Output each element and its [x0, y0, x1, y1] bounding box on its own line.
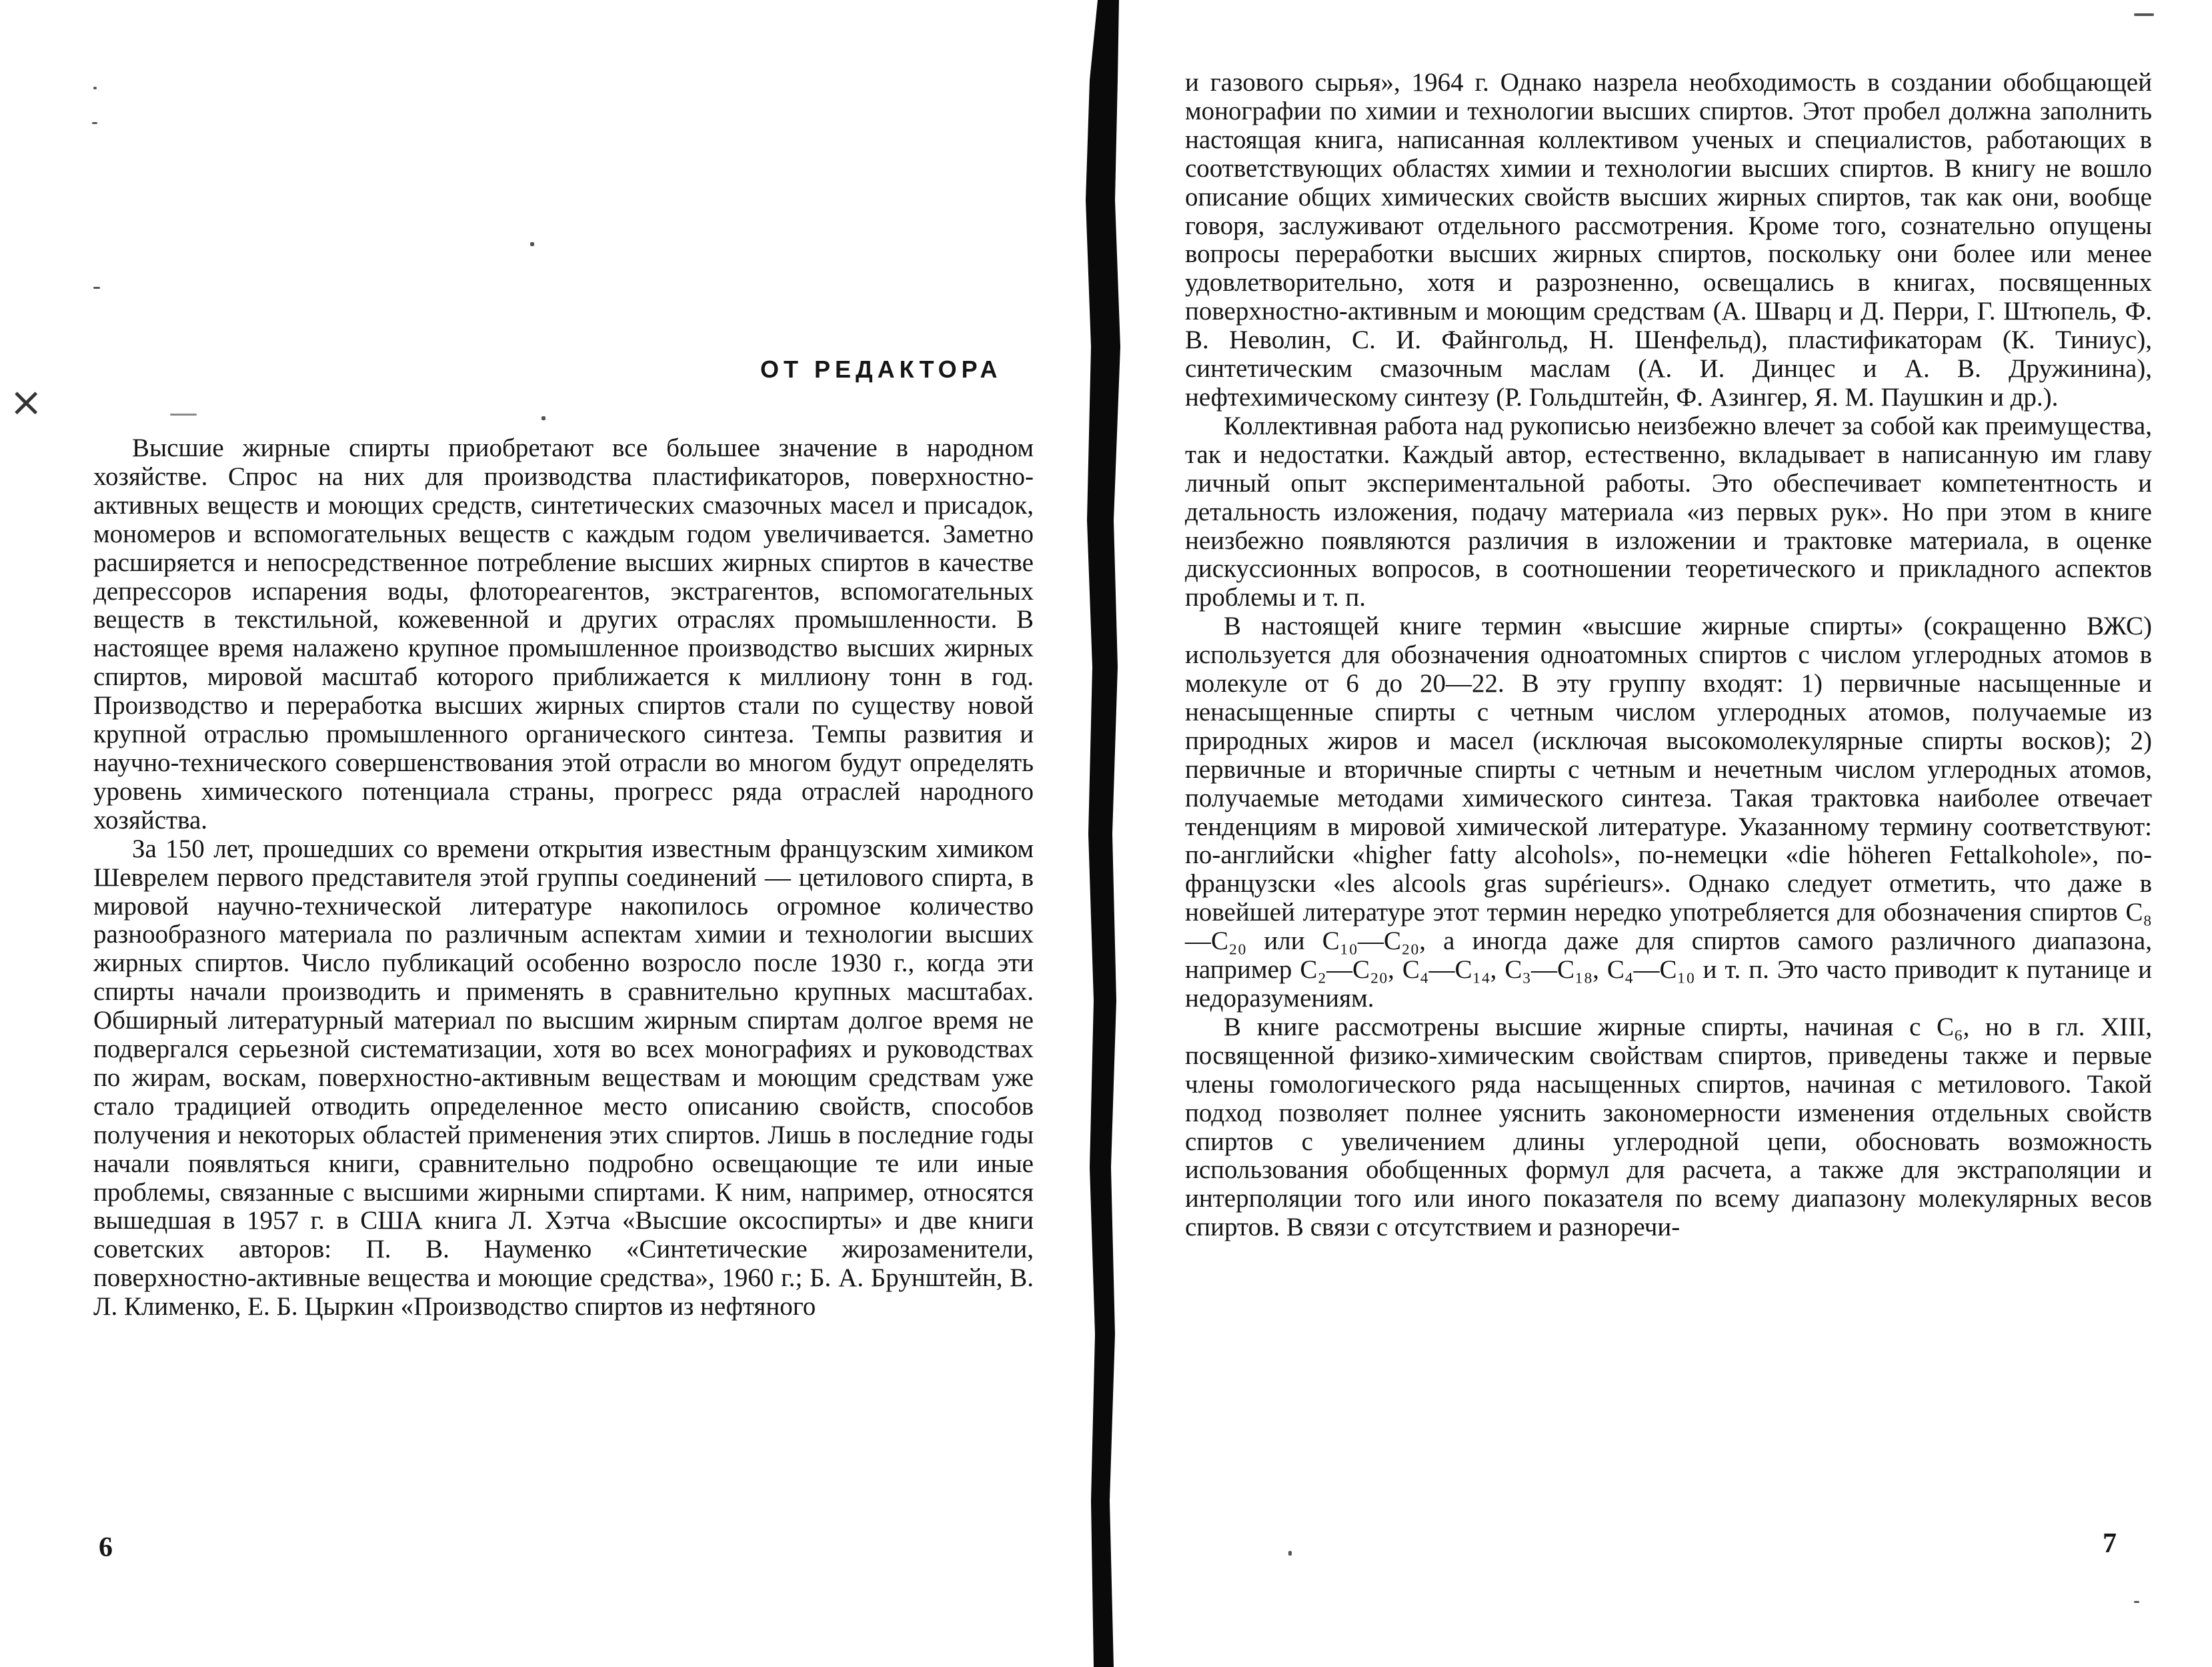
- scan-speck: [170, 414, 197, 416]
- right-page: [1147, 0, 2212, 1667]
- paragraph: В книге рассмотрены высшие жирные спирты, начиная с C₆, но в гл. XIII, посвященной физико-химическим свойствам спиртов, приведены также и первые члены гомологического ряда насыщенных спиртов, начиная с метилового. Такой подход позволяет полнее уяснить закономерности изменения отдельных свойств спиртов с увеличением длины углеродной цепи, обосновать возможность использования обобщенных формул для расчета, а также для экстраполяции и интерполяции того или иного показателя по всему диапазону молекулярных весов спиртов. В связи с отсутствием и разноречи-: [1185, 1012, 2152, 1242]
- margin-cross-mark: ×: [9, 379, 43, 426]
- scan-speck: [92, 122, 97, 124]
- paragraph: За 150 лет, прошедших со времени открытия известным французским химиком Шеврелем первого представителя этой группы соединений — цетилового спирта, в мировой научно-технической литературе накопилось огромное количество разнообразного материала по различным аспектам химии и технологии высших жирных спиртов. Число публикаций особенно возросло после 1930 г., когда эти спирты начали производить и применять в сравнительно крупных масштабах. Обширный литературный материал по высшим жирным спиртам долгое время не подвергался серьезной систематизации, хотя во всех монографиях и руководствах по жирам, воскам, поверхностно-активным веществам и моющим средствам уже стало традицией отводить определенное место описанию свойств, способов получения и некоторых областей применения этих спиртов. Лишь в последние годы начали появляться книги, сравнительно подробно освещающие те или иные проблемы, связанные с высшими жирными спиртами. К ним, например, относятся вышедшая в 1957 г. в США книга Л. Хэтча «Высшие оксоспирты» и две книги советских авторов: П. В. Науменко «Синтетические жирозаменители, поверхностно-активные вещества и моющие средства», 1960 г.; Б. А. Брунштейн, В. Л. Клименко, Е. Б. Цыркин «Производство спиртов из нефтяного: [93, 834, 1034, 1321]
- scan-speck: [2134, 13, 2154, 16]
- scan-speck: [1288, 1551, 1292, 1556]
- paragraph: В настоящей книге термин «высшие жирные спирты» (сокращенно ВЖС) используется для обозначения одноатомных спиртов с числом углеродных атомов в молекуле от 6 до 20—22. В эту группу входят: 1) первичные насыщенные и ненасыщенные спирты с четным числом углеродных атомов, получаемые из природных жиров и масел (исключая высокомолекулярные спирты восков); 2) первичные и вторичные спирты с четным и нечетным числом углеродных атомов, получаемые методами химического синтеза. Такая трактовка наиболее отвечает тенденциям в мировой химической литературе. Указанному термину соответствуют: по-английски «higher fatty alcohols», по-немецки «die höheren Fettalkohole», по-французски «les alcools gras supérieurs». Однако следует отметить, что даже в новейшей литературе этот термин нередко употребляется для обозначения спиртов C₈—C₂₀ или C₁₀—C₂₀, а иногда даже для спиртов самого различного диапазона, например C₂—C₂₀, C₄—C₁₄, C₃—C₁₈, C₄—C₁₀ и т. п. Это часто приводит к путанице и недоразумениям.: [1185, 612, 2152, 1013]
- scan-speck: [530, 242, 534, 246]
- paragraph: и газового сырья», 1964 г. Однако назрела необходимость в создании обобщающей монографии по химии и технологии высших спиртов. Этот пробел должна заполнить настоящая книга, написанная коллективом ученых и специалистов, работающих в соответствующих областях химии и технологии высших спиртов. В книгу не вошло описание общих химических свойств высших жирных спиртов, так как они, вообще говоря, заслуживают отдельного рассмотрения. Кроме того, сознательно опущены вопросы переработки высших жирных спиртов, поскольку они более или менее удовлетворительно, хотя и разрозненно, освещались в книгах, посвященных поверхностно-активным и моющим средствам (А. Шварц и Д. Перри, Г. Штюпель, Ф. В. Неволин, С. И. Файнгольд, Н. Шенфельд), пластификаторам (К. Тиниус), синтетическим смазочным маслам (А. И. Динцес и А. В. Дружинина), нефтехимическому синтезу (Р. Гольдштейн, Ф. Азингер, Я. М. Паушкин и др.).: [1185, 68, 2152, 412]
- book-gutter-shadow: [1071, 0, 1131, 1667]
- gutter-shadow-graphic: [1071, 0, 1131, 1667]
- left-page: [0, 0, 1067, 1667]
- right-body-text: [1185, 69, 2152, 1242]
- page-number: 7: [2103, 1528, 2117, 1559]
- page-number: 6: [99, 1532, 113, 1563]
- left-body-text: [93, 434, 1034, 1321]
- section-heading: ОТ РЕДАКТОРА: [760, 356, 1002, 383]
- scan-speck: [93, 87, 97, 89]
- scan-speck: [2134, 1601, 2139, 1603]
- paragraph: Высшие жирные спирты приобретают все большее значение в народном хозяйстве. Спрос на них для производства пластификаторов, поверхностно-активных веществ и моющих средств, синтетических смазочных масел и присадок, мономеров и вспомогательных веществ с каждым годом увеличивается. Заметно расширяется и непосредственное потребление высших жирных спиртов в качестве депрессоров испарения воды, флотореагентов, экстрагентов, вспомогательных веществ в текстильной, кожевенной и других отраслях промышленности. В настоящее время налажено крупное промышленное производство высших жирных спиртов, мировой масштаб которого приближается к миллиону тонн в год. Производство и переработка высших жирных спиртов стали по существу новой крупной отраслью промышленного органического синтеза. Темпы развития и научно-технического совершенствования этой отрасли во многом будут определять уровень химического потенциала страны, прогресс ряда отраслей народного хозяйства.: [93, 434, 1034, 835]
- scan-speck: [93, 287, 100, 289]
- scan-speck: [541, 416, 545, 420]
- paragraph: Коллективная работа над рукописью неизбежно влечет за собой как преимущества, так и недостатки. Каждый автор, естественно, вкладывает в написанную им главу личный опыт экспериментальной работы. Это обеспечивает компетентность и детальность изложения, подачу материала «из первых рук». Но при этом в книге неизбежно появляются различия в изложении и трактовке материала, в оценке дискуссионных вопросов, в соотношении теоретического и прикладного аспектов проблемы и т. п.: [1185, 411, 2152, 612]
